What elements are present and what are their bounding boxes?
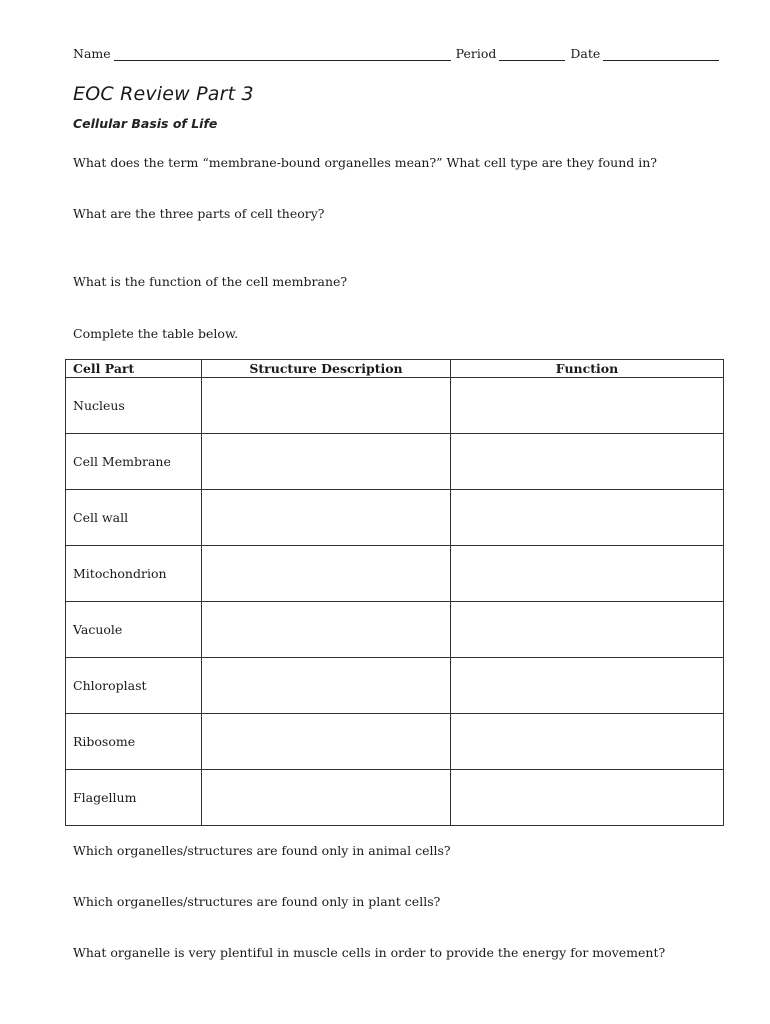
function-cell — [451, 378, 724, 434]
name-label: Name — [73, 46, 111, 61]
table-instruction: Complete the table below. — [73, 326, 239, 341]
structure-description-cell — [202, 490, 451, 546]
function-cell — [451, 770, 724, 826]
table-row — [66, 714, 724, 770]
cell-part-name: Vacuole — [66, 602, 202, 658]
function-cell — [451, 546, 724, 602]
function-cell — [451, 658, 724, 714]
table-row — [66, 602, 724, 658]
question-cell-membrane-function: What is the function of the cell membrane? — [73, 274, 348, 289]
function-cell — [451, 434, 724, 490]
table-header-row — [66, 360, 724, 378]
question-plant-only-organelles: Which organelles/structures are found only in plant cells? — [73, 894, 441, 909]
table-row — [66, 434, 724, 490]
table-row — [66, 770, 724, 826]
period-label: Period — [455, 46, 497, 61]
period-blank — [499, 47, 565, 61]
structure-description-cell — [202, 658, 451, 714]
cell-part-name: Cell Membrane — [66, 434, 202, 490]
structure-description-cell — [202, 714, 451, 770]
name-blank — [114, 47, 451, 61]
structure-description-cell — [202, 434, 451, 490]
structure-description-cell — [202, 770, 451, 826]
date-blank — [603, 47, 719, 61]
question-cell-theory: What are the three parts of cell theory? — [73, 206, 325, 221]
question-membrane-bound-organelles: What does the term “membrane-bound organelles mean?” What cell type are they found in? — [73, 155, 657, 170]
column-header-cell-part: Cell Part — [66, 360, 202, 378]
table-row — [66, 658, 724, 714]
cell-part-name: Mitochondrion — [66, 546, 202, 602]
function-cell — [451, 602, 724, 658]
column-header-function: Function — [451, 360, 724, 378]
cell-parts-table — [65, 359, 724, 826]
page-title: EOC Review Part 3 — [73, 83, 254, 105]
cell-part-name: Chloroplast — [66, 658, 202, 714]
cell-part-name: Ribosome — [66, 714, 202, 770]
question-muscle-cell-organelle: What organelle is very plentiful in muscle cells in order to provide the energy for movement? — [73, 945, 666, 960]
structure-description-cell — [202, 378, 451, 434]
date-label: Date — [570, 46, 601, 61]
table-row — [66, 546, 724, 602]
table-row — [66, 490, 724, 546]
table-row — [66, 378, 724, 434]
column-header-structure-description: Structure Description — [202, 360, 451, 378]
function-cell — [451, 490, 724, 546]
structure-description-cell — [202, 546, 451, 602]
student-info-line — [73, 46, 719, 61]
cell-part-name: Flagellum — [66, 770, 202, 826]
cell-part-name: Cell wall — [66, 490, 202, 546]
function-cell — [451, 714, 724, 770]
cell-part-name: Nucleus — [66, 378, 202, 434]
structure-description-cell — [202, 602, 451, 658]
section-subtitle: Cellular Basis of Life — [73, 116, 218, 131]
question-animal-only-organelles: Which organelles/structures are found only in animal cells? — [73, 843, 451, 858]
